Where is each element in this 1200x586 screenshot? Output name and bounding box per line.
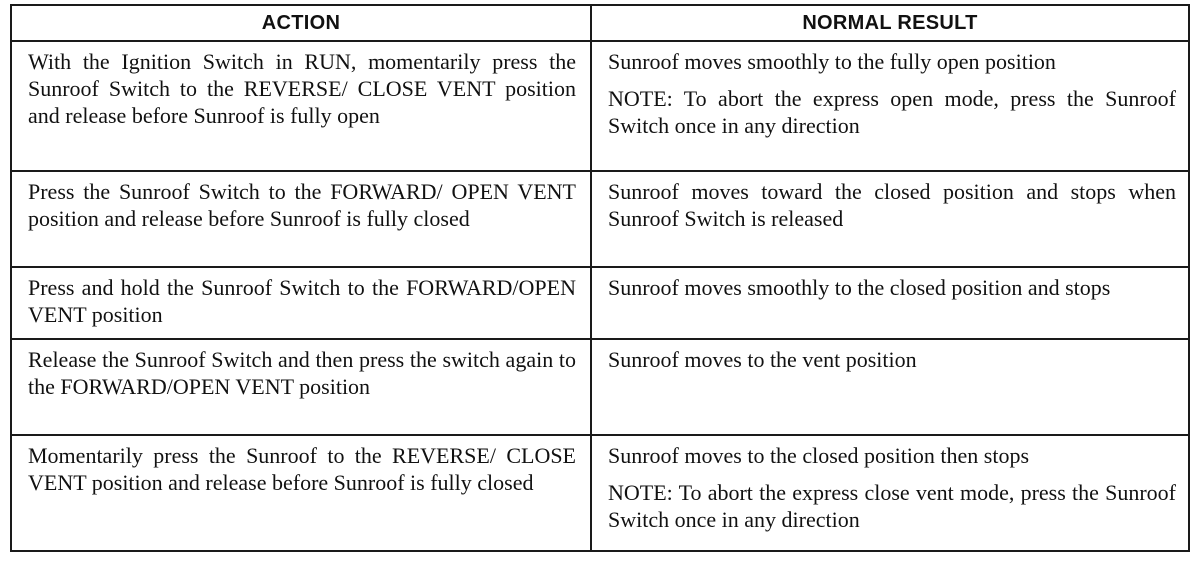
action-cell: With the Ignition Switch in RUN, momentarily press the Sunroof Switch to the REVERSE/ CLOSE VENT position and release before Sunroof is fully open xyxy=(11,41,591,171)
normal-result-column-header: NORMAL RESULT xyxy=(591,5,1189,41)
action-cell: Press the Sunroof Switch to the FORWARD/ OPEN VENT position and release before Sunroof is fully closed xyxy=(11,171,591,267)
result-cell xyxy=(591,435,1189,551)
result-cell xyxy=(591,41,1189,171)
table-header-row xyxy=(11,5,1189,41)
note-text: NOTE: To abort the express close vent mode, press the Sunroof Switch once in any direction xyxy=(608,480,1176,532)
result-text: Sunroof moves smoothly to the closed position and stops xyxy=(608,275,1111,300)
action-result-table xyxy=(10,4,1190,552)
note-text: NOTE: To abort the express open mode, press the Sunroof Switch once in any direction xyxy=(608,86,1176,138)
action-cell: Press and hold the Sunroof Switch to the FORWARD/OPEN VENT position xyxy=(11,267,591,339)
action-column-header: ACTION xyxy=(11,5,591,41)
action-cell: Release the Sunroof Switch and then press the switch again to the FORWARD/OPEN VENT position xyxy=(11,339,591,435)
result-cell xyxy=(591,267,1189,339)
table-row xyxy=(11,171,1189,267)
result-text: Sunroof moves smoothly to the fully open position xyxy=(608,49,1056,74)
result-text: Sunroof moves toward the closed position and stops when Sunroof Switch is released xyxy=(608,179,1176,231)
result-cell xyxy=(591,171,1189,267)
table-row xyxy=(11,339,1189,435)
table-row xyxy=(11,41,1189,171)
result-text: Sunroof moves to the closed position then stops xyxy=(608,443,1030,468)
action-cell: Momentarily press the Sunroof to the REVERSE/ CLOSE VENT position and release before Sunroof is fully closed xyxy=(11,435,591,551)
result-cell xyxy=(591,339,1189,435)
table-row xyxy=(11,435,1189,551)
result-text: Sunroof moves to the vent position xyxy=(608,347,917,372)
table-row xyxy=(11,267,1189,339)
